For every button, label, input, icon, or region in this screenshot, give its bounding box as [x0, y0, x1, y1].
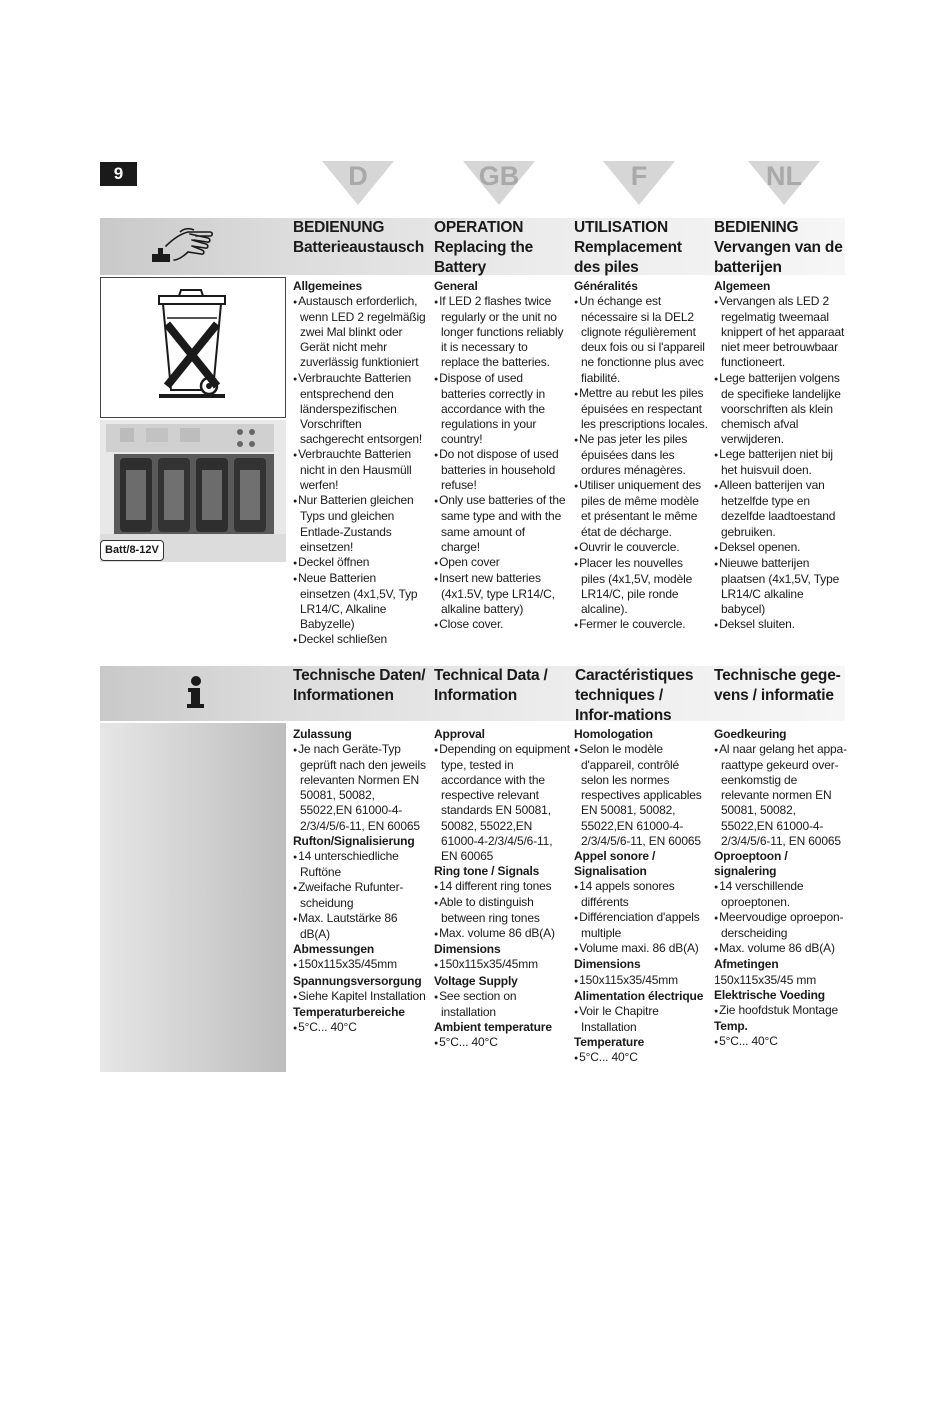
subheading: Dimensions [434, 942, 501, 957]
heading-line: Information [434, 687, 518, 704]
subheading: Afmetingen [714, 957, 779, 972]
heading-line: Remplacement des piles [574, 239, 682, 276]
crossed-bin-icon [101, 278, 285, 417]
language-label: GB [478, 161, 520, 191]
subheading: Temperaturbereiche [293, 1004, 405, 1019]
bullet-item: ● Max. volume 86 dB(A) [434, 926, 570, 942]
heading-line: BEDIENING [714, 219, 799, 236]
heading-line: techniques / Infor-mations [575, 687, 672, 724]
heading-line: vens / informatie [714, 687, 834, 704]
bullet-item: ● Max. Lautstärke 86 dB(A) [293, 911, 429, 942]
heading-line: OPERATION [434, 219, 524, 236]
bullet-item: ● 150x115x35/45mm [574, 973, 708, 989]
subheading: Approval [434, 727, 485, 741]
subheading: Dimensions [574, 957, 641, 972]
subheading: General [434, 279, 478, 293]
bullet-item: ● 5°C... 40°C [434, 1035, 570, 1051]
column-heading-de [293, 666, 428, 706]
subheading: Temperature [574, 1034, 645, 1049]
bullet-item: ● Meervoudige oproepon-derscheiding [714, 910, 848, 941]
heading-line: Replacing the Battery [434, 239, 534, 276]
battery-label: Batt/8-12V [100, 540, 164, 561]
bullet-item: ● Verbrauchte Batterien entsprechend den länderspezifischen Vorschriften sachgerecht entsorgen! [293, 371, 428, 447]
subheading: Oproeptoon / signalering [714, 848, 788, 878]
bullet-item: ● Insert new batteries (4x1.5V, type LR14/C, alkaline battery) [434, 571, 567, 617]
bullet-item: ● Deckel öffnen [293, 555, 428, 571]
subheading: Elektrische Voeding [714, 987, 825, 1002]
heading-line: Technical Data / [434, 667, 548, 684]
bullet-item: ● Lege batterijen niet bij het huisvuil doen. [714, 447, 850, 478]
subheading: Ambient temperature [434, 1019, 552, 1034]
bullet-item: ● 5°C... 40°C [574, 1050, 708, 1066]
bullet-item: ● Lege batterijen volgens de specifieke landelijke voorschriften als klein chemisch afval verwijderen. [714, 371, 850, 447]
column-heading-nl [714, 666, 850, 706]
bullet-item: ● Fermer le couvercle. [574, 617, 708, 633]
bullet-item: ● Utiliser uniquement des piles de même modèle et présentant le même état de décharge. [574, 478, 708, 539]
column-heading-de [293, 218, 428, 258]
subheading: Voltage Supply [434, 973, 518, 988]
subheading: Homologation [574, 727, 653, 741]
column-text-fr [574, 279, 708, 633]
bullet-item: ● Selon le modèle d'appareil, contrôlé selon les normes respectives applicables EN 50081, 50082, 55022,EN 61000-4-2/3/4/5/6-11, EN 60065 [574, 742, 708, 849]
bullet-item: ● Alleen batterijen van hetzelfde type en dezelfde laadtoestand gebruiken. [714, 478, 850, 539]
bullet-item: ● Différenciation d'appels multiple [574, 910, 708, 941]
subheading: Rufton/Signalisierung [293, 833, 415, 848]
subheading: Temp. [714, 1018, 748, 1033]
language-label: NL [766, 161, 802, 191]
bullet-item: ● 150x115x35/45mm [293, 957, 429, 973]
column-text-gb [434, 727, 570, 1051]
bullet-item: ● Able to distinguish between ring tones [434, 895, 570, 926]
column-heading-gb [434, 218, 564, 278]
bullet-item: ● 14 different ring tones [434, 879, 570, 895]
subheading: Ring tone / Signals [434, 863, 540, 878]
subheading: Abmessungen [293, 942, 375, 957]
bullet-item: ● Austausch erforderlich, wenn LED 2 regelmäßig zwei Mal blinkt oder Gerät nicht mehr zuverlässig funktioniert [293, 294, 428, 370]
heading-line: Technische gege- [714, 667, 841, 684]
bullet-item: ● 5°C... 40°C [293, 1020, 429, 1036]
bullet-item: ● 5°C... 40°C [714, 1034, 848, 1050]
bullet-item: ● Neue Batterien einsetzen (4x1,5V, Typ LR14/C, Alkaline Babyzelle) [293, 571, 428, 632]
bullet-item: ● Max. volume 86 dB(A) [714, 941, 848, 957]
heading-line: UTILISATION [574, 219, 668, 236]
language-label: F [630, 161, 648, 191]
heading-line: Informationen [293, 687, 394, 704]
language-marker-gb [463, 161, 535, 205]
bullet-item: ● Only use batteries of the same type and with the same amount of charge! [434, 493, 567, 554]
language-marker-nl [748, 161, 820, 205]
subheading: Zulassung [293, 727, 352, 741]
info-icon [183, 676, 209, 715]
heading-line: Vervangen van de batterijen [714, 239, 843, 276]
bullet-item: ● Al naar gelang het appa-raattype gekeurd over-eenkomstig de relevante normen EN 50081, 50082, 55022,EN 61000-4-2/3/4/5/6-11, EN 60065 [714, 742, 848, 849]
bullet-item: ● 14 unterschiedliche Ruftöne [293, 849, 429, 880]
bullet-item: ● Mettre au rebut les piles épuisées en respectant les prescriptions locales. [574, 386, 708, 432]
bullet-item: ● Voir le Chapitre Installation [574, 1004, 708, 1035]
heading-line: Caractéristiques [575, 667, 694, 684]
bullet-item: ● Depending on equipment type, tested in accordance with the respective relevant standards EN 50081, 50082, 55022,EN 61000-4-2/3/4/5/6-11, EN 60065 [434, 742, 570, 864]
column-text-nl [714, 279, 850, 633]
language-marker-d [322, 161, 394, 205]
column-text-gb [434, 279, 567, 633]
bullet-item: ● 150x115x35/45mm [434, 957, 570, 973]
column-text-nl [714, 727, 848, 1050]
waste-disposal-box [100, 277, 286, 418]
subheading: Appel sonore / Signalisation [574, 848, 656, 878]
bullet-item: ● Deksel openen. [714, 540, 850, 556]
bullet-item: ● Close cover. [434, 617, 567, 633]
subheading: Goedkeuring [714, 727, 787, 741]
bullet-item: ● Nieuwe batterijen plaatsen (4x1,5V, Type LR14/C alkaline babycel) [714, 556, 850, 617]
bullet-item: ● Zweifache Rufunter-scheidung [293, 880, 429, 911]
language-marker-f [603, 161, 675, 205]
info-sidebar [100, 723, 286, 1072]
heading-line: Batterieaustausch [293, 239, 424, 256]
bullet-item: ● Open cover [434, 555, 567, 571]
bullet-item: ● Nur Batterien gleichen Typs und gleichen Entlade-Zustands einsetzen! [293, 493, 428, 554]
heading-line: Technische Daten/ [293, 667, 426, 684]
bullet-item: ● Deksel sluiten. [714, 617, 850, 633]
subheading: Généralités [574, 279, 638, 293]
bullet-item: ● Dispose of used batteries correctly in accordance with the regulations in your country! [434, 371, 567, 447]
bullet-item: ● Volume maxi. 86 dB(A) [574, 941, 708, 957]
bullet-item: ● Siehe Kapitel Installation [293, 989, 429, 1005]
column-text-de [293, 727, 429, 1036]
bullet-item: ● See section on installation [434, 989, 570, 1020]
bullet-item: ● 14 appels sonores différents [574, 879, 708, 910]
bullet-item: ● Ne pas jeter les piles épuisées dans les ordures ménagères. [574, 432, 708, 478]
hand-button-icon [150, 226, 222, 277]
language-label: D [348, 161, 368, 191]
text-line: 150x115x35/45 mm [714, 972, 817, 987]
column-text-de [293, 279, 428, 648]
subheading: Alimentation électrique [574, 988, 704, 1003]
bullet-item: ● Ouvrir le couvercle. [574, 540, 708, 556]
bullet-item: ● Verbrauchte Batterien nicht in den Hausmüll werfen! [293, 447, 428, 493]
bullet-item: ● If LED 2 flashes twice regularly or the unit no longer functions reliably it is necessary to replace the batteries. [434, 294, 567, 370]
subheading: Algemeen [714, 279, 771, 293]
bullet-item: ● Vervangen als LED 2 regelmatig tweemaal knippert of het apparaat niet meer betrouwbaar functioneert. [714, 294, 850, 370]
column-heading-nl [714, 218, 846, 278]
bullet-item: ● Je nach Geräte-Typ geprüft nach den jeweils relevanten Normen EN 50081, 50082, 55022,EN 61000-4-2/3/4/5/6-11, EN 60065 [293, 742, 429, 834]
column-heading-gb [434, 666, 569, 706]
column-text-fr [574, 727, 708, 1066]
bullet-item: ● Deckel schließen [293, 632, 428, 648]
subheading: Spannungsversorgung [293, 973, 422, 988]
bullet-item: ● 14 verschillende oproeptonen. [714, 879, 848, 910]
bullet-item: ● Do not dispose of used batteries in household refuse! [434, 447, 567, 493]
column-heading-fr [574, 218, 710, 278]
column-heading-fr [575, 666, 705, 726]
subheading: Allgemeines [293, 279, 363, 293]
bullet-item: ● Zie hoofdstuk Montage [714, 1003, 848, 1019]
page-number: 9 [100, 162, 137, 186]
heading-line: BEDIENUNG [293, 219, 385, 236]
bullet-item: ● Un échange est nécessaire si la DEL2 clignote régulièrement deux fois ou si l'appareil ne fonctionne plus avec fiabilité. [574, 294, 708, 386]
bullet-item: ● Placer les nouvelles piles (4x1,5V, modèle LR14/C, pile ronde alcaline). [574, 556, 708, 617]
